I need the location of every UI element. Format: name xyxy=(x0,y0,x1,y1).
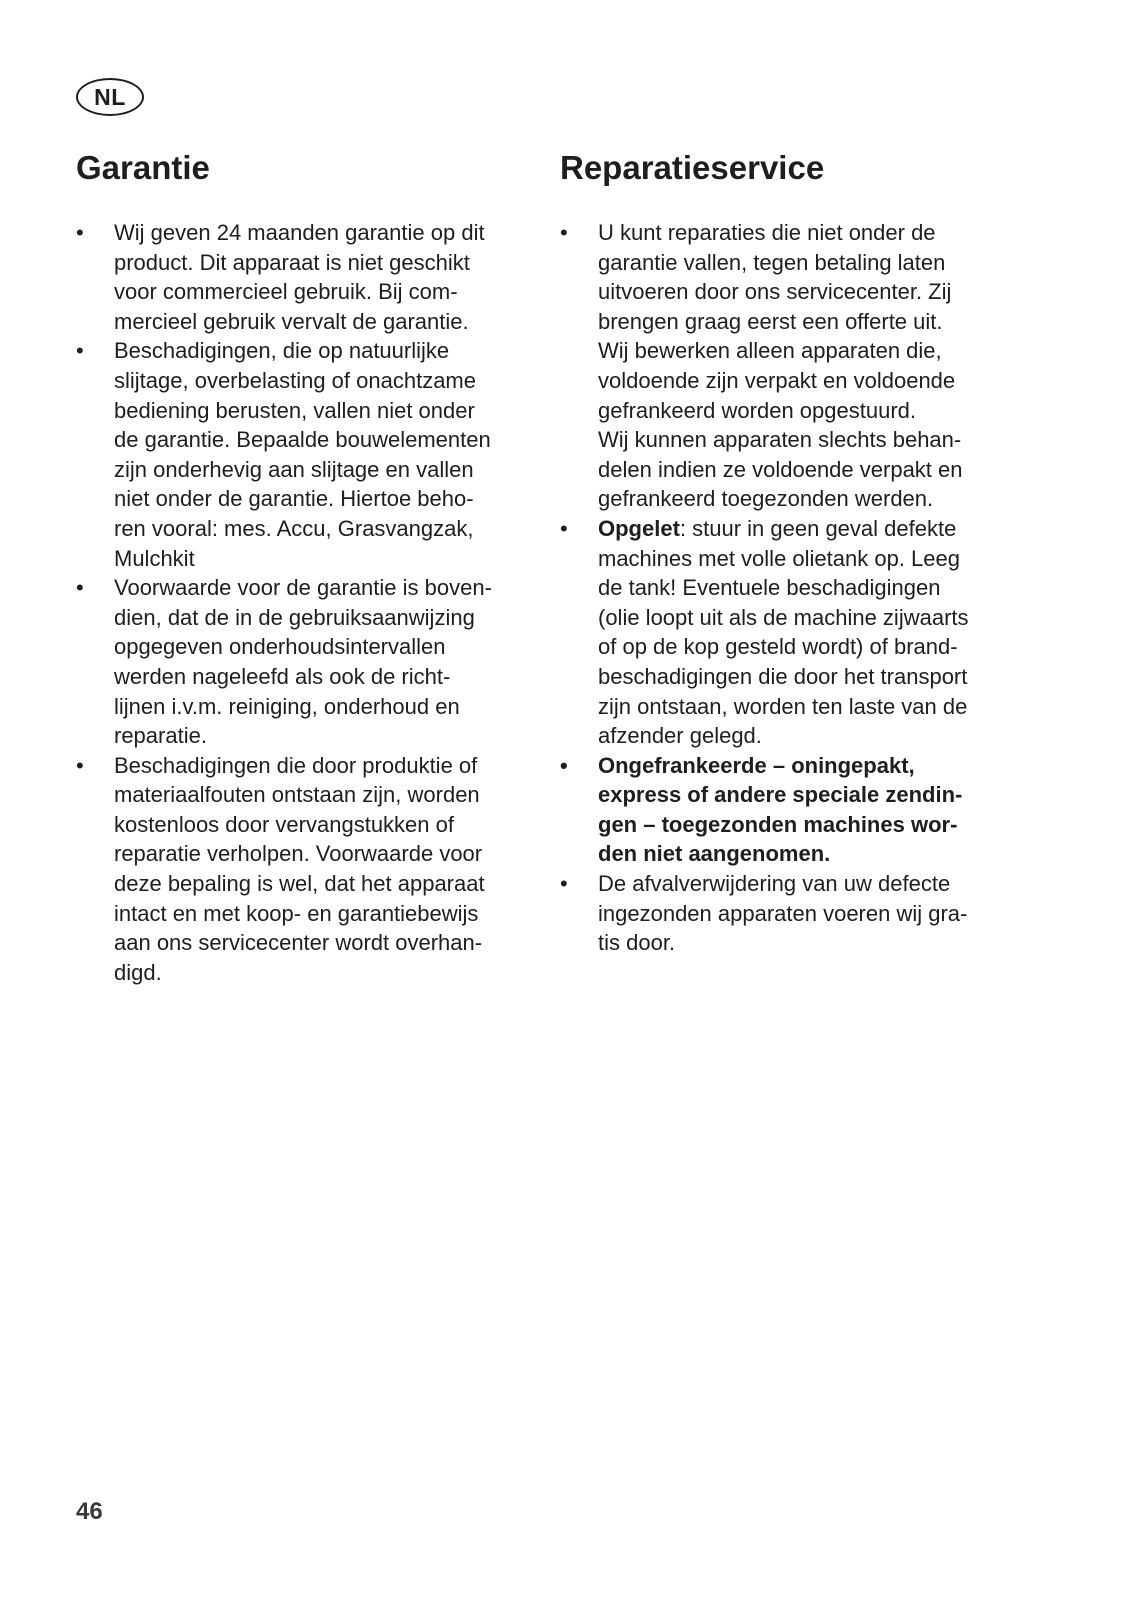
text-line xyxy=(598,514,1022,544)
text-line: Mulchkit xyxy=(114,545,195,571)
text-line: niet onder de garantie. Hiertoe beho- xyxy=(114,486,474,512)
text-line: • Beschadigingen, die op natuurlijke xyxy=(114,338,450,364)
text-line: product. Dit apparaat is niet geschikt xyxy=(114,249,470,275)
text-line: delen indien ze voldoende verpakt en xyxy=(598,456,963,482)
text-line: voldoende zijn verpakt en voldoende xyxy=(598,367,956,393)
warning-label: Opgelet xyxy=(598,515,680,541)
text-line: kostenloos door vervangstukken of xyxy=(114,811,454,837)
text-line: tis door. xyxy=(598,930,676,956)
warranty-list xyxy=(76,218,538,987)
text-line: aan ons servicecenter wordt overhan- xyxy=(114,930,483,956)
text-line: Wij bewerken alleen apparaten die, xyxy=(598,338,942,364)
text-line: uitvoeren door ons servicecenter. Zij xyxy=(598,279,952,305)
text-line: digd. xyxy=(114,959,162,985)
repair-item-3 xyxy=(560,751,1022,869)
page-number: 46 xyxy=(76,1498,103,1525)
language-badge: NL xyxy=(76,78,144,116)
text-line: reparatie. xyxy=(114,723,207,749)
text-line: den niet aangenomen. xyxy=(598,841,831,867)
warranty-item-2 xyxy=(76,336,538,573)
text-line: of op de kop gesteld wordt) of brand- xyxy=(598,634,958,660)
text-line: werden nageleefd als ook de richt- xyxy=(114,663,451,689)
text-line: de tank! Eventuele beschadigingen xyxy=(598,575,941,601)
text-line: voor commercieel gebruik. Bij com- xyxy=(114,279,458,305)
text-line: garantie vallen, tegen betaling laten xyxy=(598,249,946,275)
text-line: reparatie verholpen. Voorwaarde voor xyxy=(114,841,483,867)
text-line: brengen graag eerst een offerte uit. xyxy=(598,308,943,334)
warranty-section xyxy=(76,148,538,985)
repair-item-4 xyxy=(560,869,1022,958)
repair-item-1 xyxy=(560,218,1022,514)
text-line: gen – toegezonden machines wor- xyxy=(598,811,958,837)
warranty-heading: Garantie xyxy=(76,149,210,186)
text-line: • Wij geven 24 maanden garantie op dit xyxy=(114,220,485,245)
text-line: zijn ontstaan, worden ten laste van de xyxy=(598,693,968,719)
text-line: materiaalfouten ontstaan zijn, worden xyxy=(114,782,480,808)
text-line: bediening berusten, vallen niet onder xyxy=(114,397,475,423)
text-line: zijn onderhevig aan slijtage en vallen xyxy=(114,456,474,482)
text-line: afzender gelegd. xyxy=(598,723,762,749)
warranty-item-3 xyxy=(76,573,538,751)
text-line: machines met volle olietank op. Leeg xyxy=(598,545,960,571)
text-line: ren vooral: mes. Accu, Grasvangzak, xyxy=(114,515,474,541)
repair-list xyxy=(560,218,1022,958)
text-line: lijnen i.v.m. reiniging, onderhoud en xyxy=(114,693,460,719)
text-line: (olie loopt uit als de machine zijwaarts xyxy=(598,604,969,630)
text-line: • Ongefrankeerde – oningepakt, xyxy=(598,752,915,778)
text-line: gefrankeerd worden opgestuurd. xyxy=(598,397,916,423)
text-line: gefrankeerd toegezonden werden. xyxy=(598,486,934,512)
text-line: slijtage, overbelasting of onachtzame xyxy=(114,367,476,393)
warranty-item-1 xyxy=(76,218,538,336)
warranty-item-4 xyxy=(76,751,538,988)
text-line: Wij kunnen apparaten slechts behan- xyxy=(598,427,962,453)
text-line: ingezonden apparaten voeren wij gra- xyxy=(598,900,968,926)
text-line: • U kunt reparaties die niet onder de xyxy=(598,220,936,245)
text-line: • Beschadigingen die door produktie of xyxy=(114,752,478,778)
text-line: dien, dat de in de gebruiksaanwijzing xyxy=(114,604,475,630)
text-line: express of andere speciale zendin- xyxy=(598,782,963,808)
text-line: deze bepaling is wel, dat het apparaat xyxy=(114,871,485,897)
text-line: intact en met koop- en garantiebewijs xyxy=(114,900,479,926)
repair-heading: Reparatieservice xyxy=(560,149,825,186)
text-line: • Voorwaarde voor de garantie is boven- xyxy=(114,575,492,601)
text-line: mercieel gebruik vervalt de garantie. xyxy=(114,308,469,334)
text-line: • De afvalverwijdering van uw defecte xyxy=(598,871,951,897)
text-line: de garantie. Bepaalde bouwelementen xyxy=(114,427,491,453)
text-line: opgegeven onderhoudsintervallen xyxy=(114,634,446,660)
text-line: beschadigingen die door het transport xyxy=(598,663,968,689)
repair-item-2 xyxy=(560,514,1022,751)
repair-section xyxy=(560,148,1022,956)
warning-text: : stuur in geen geval defekte xyxy=(679,515,957,541)
